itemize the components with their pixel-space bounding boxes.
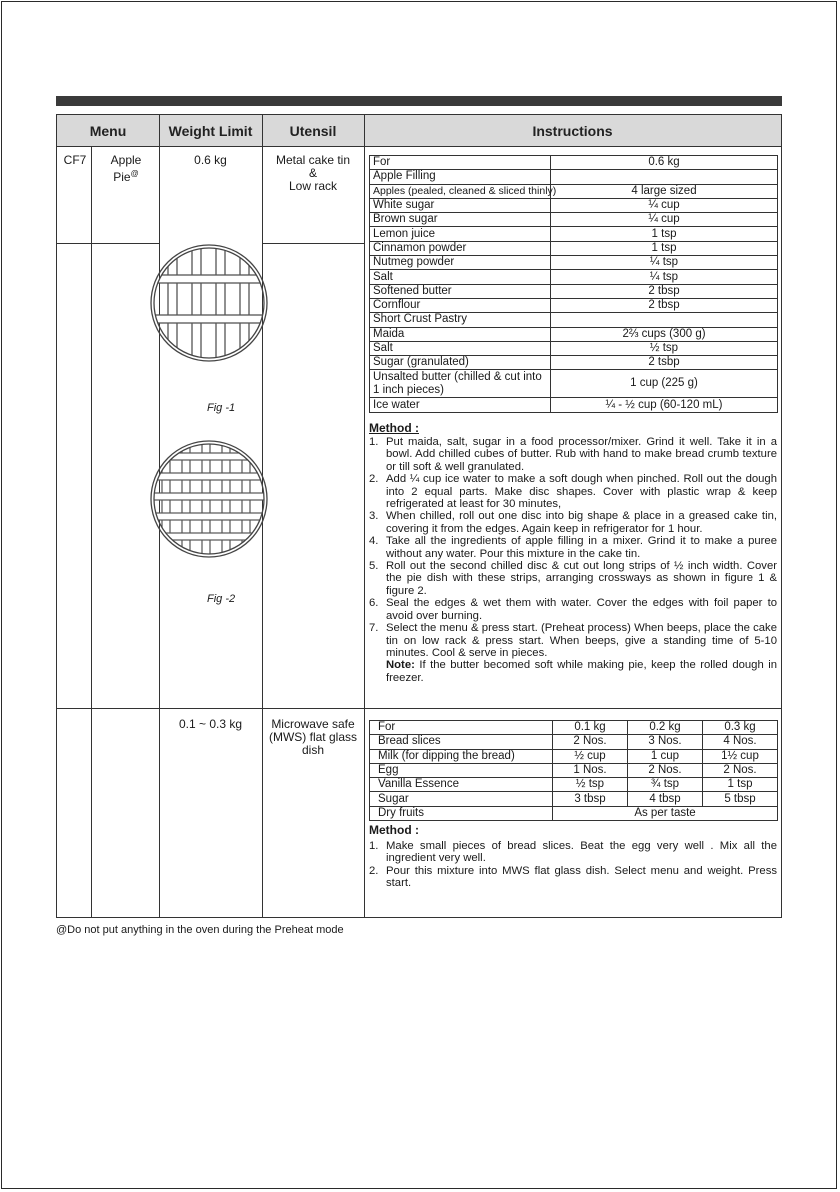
ingredient-amount: 1 cup (225 g) bbox=[551, 370, 778, 398]
ingredient-amount: 3 tbsp bbox=[553, 792, 628, 806]
method-step bbox=[369, 865, 777, 890]
step-text: Select the menu & press start. (Preheat process) When beeps, place the cake tin on low rack & press start. When beeps, give a standing time of 5-10 minutes. Cool & serve in pieces. bbox=[386, 622, 777, 659]
ingredient-row bbox=[370, 398, 778, 412]
header-instructions: Instructions bbox=[364, 115, 781, 147]
ingredient-amount: ¼ tsp bbox=[551, 270, 778, 284]
ingredient-amount: ¼ - ½ cup (60-120 mL) bbox=[551, 398, 778, 412]
ingredient-row bbox=[370, 256, 778, 270]
utensil: Microwave safe (MWS) flat glass dish bbox=[268, 717, 357, 757]
ingredient-amount: 0.3 kg bbox=[703, 721, 778, 735]
ingredient-amount: 2 Nos. bbox=[703, 763, 778, 777]
ingredient-amount: 4 tbsp bbox=[628, 792, 703, 806]
ingredient-amount: ½ tsp bbox=[553, 778, 628, 792]
row-divider bbox=[57, 243, 159, 244]
ingredient-row bbox=[370, 313, 778, 327]
ingredient-amount: 1 tsp bbox=[703, 778, 778, 792]
ingredient-amount bbox=[551, 313, 778, 327]
ingredient-name: Milk (for dipping the bread) bbox=[370, 749, 553, 763]
ingredient-name: Maida bbox=[370, 327, 551, 341]
step-text: Put maida, salt, sugar in a food processor/mixer. Grind it well. Take it in a bowl. Add chilled cubes of butter. Rub with hand to make bread crumb texture or till soft & well granulated. bbox=[386, 436, 777, 473]
ingredient-row bbox=[370, 792, 778, 806]
method-steps bbox=[369, 840, 777, 890]
step-number: 5. bbox=[369, 560, 379, 573]
ingredient-name: Apples (pealed, cleaned & sliced thinly) bbox=[370, 184, 551, 198]
ingredient-amount: 5 tbsp bbox=[703, 792, 778, 806]
step-text: Pour this mixture into MWS flat glass dish. Select menu and weight. Press start. bbox=[386, 864, 777, 890]
figure-1-caption: Fig -1 bbox=[207, 402, 236, 414]
step-text: When chilled, roll out one disc into big shape & place in a greased cake tin, covering it from the edges. Again keep in refrigerator for 1 hour. bbox=[386, 510, 777, 535]
ingredient-row bbox=[370, 806, 778, 820]
step-number: 1. bbox=[369, 840, 379, 852]
ingredient-amount: 3 Nos. bbox=[628, 735, 703, 749]
row-divider bbox=[57, 708, 781, 709]
col-divider bbox=[364, 115, 365, 917]
apple-pie-ingredients bbox=[369, 155, 778, 413]
ingredient-row bbox=[370, 298, 778, 312]
ingredient-amount: 1½ cup bbox=[703, 749, 778, 763]
lattice-figure-1 bbox=[149, 243, 269, 363]
method-step bbox=[369, 597, 777, 622]
method-step bbox=[369, 510, 777, 535]
ingredient-name: Sugar bbox=[370, 792, 553, 806]
ingredient-row bbox=[370, 749, 778, 763]
step-number: 2. bbox=[369, 864, 379, 877]
note-text: If the butter becomed soft while making pie, keep the rolled dough in freezer. bbox=[386, 659, 777, 684]
ingredient-row bbox=[370, 341, 778, 355]
ingredient-amount: 0.6 kg bbox=[551, 156, 778, 170]
step-number: 6. bbox=[369, 597, 379, 610]
ingredient-amount: ¼ cup bbox=[551, 198, 778, 212]
ingredient-amount: 2⅔ cups (300 g) bbox=[551, 327, 778, 341]
ingredient-row bbox=[370, 778, 778, 792]
step-number: 1. bbox=[369, 436, 379, 448]
pudding-ingredients bbox=[369, 720, 778, 821]
step-number: 7. bbox=[369, 622, 379, 635]
ingredient-name: Vanilla Essence bbox=[370, 778, 553, 792]
ingredient-amount: 1 Nos. bbox=[553, 763, 628, 777]
header-menu: Menu bbox=[57, 115, 159, 147]
method-note bbox=[369, 659, 777, 684]
ingredient-amount: 1 tsp bbox=[551, 227, 778, 241]
ingredient-row bbox=[370, 356, 778, 370]
method-step bbox=[369, 436, 777, 473]
ingredient-row bbox=[370, 370, 778, 398]
ingredient-row bbox=[370, 227, 778, 241]
method-step bbox=[369, 840, 777, 865]
method-step bbox=[369, 535, 777, 560]
figure-2-caption: Fig -2 bbox=[207, 593, 236, 605]
method-step bbox=[369, 473, 777, 510]
ingredient-amount: 2 Nos. bbox=[553, 735, 628, 749]
ingredient-amount: 2 tbsp bbox=[551, 298, 778, 312]
ingredient-row bbox=[370, 327, 778, 341]
method-title: Method : bbox=[369, 421, 419, 435]
weight-limit: 0.6 kg bbox=[194, 153, 227, 167]
ingredient-name: White sugar bbox=[370, 198, 551, 212]
ingredient-name: Short Crust Pastry bbox=[370, 313, 551, 327]
ingredient-amount: ¼ cup bbox=[551, 213, 778, 227]
ingredient-name: Bread slices bbox=[370, 735, 553, 749]
ingredient-amount bbox=[551, 170, 778, 184]
ingredient-name: Sugar (granulated) bbox=[370, 356, 551, 370]
step-number: 3. bbox=[369, 510, 379, 523]
ingredient-amount: As per taste bbox=[553, 806, 778, 820]
ingredient-amount: 2 tsbp bbox=[551, 356, 778, 370]
ingredient-amount: ¼ tsp bbox=[551, 256, 778, 270]
ingredient-amount: ¾ tsp bbox=[628, 778, 703, 792]
ingredient-name: For bbox=[370, 721, 553, 735]
ingredient-name: Cinnamon powder bbox=[370, 241, 551, 255]
recipe-table bbox=[56, 114, 782, 918]
ingredient-name: Dry fruits bbox=[370, 806, 553, 820]
ingredient-row bbox=[370, 198, 778, 212]
header-utensil: Utensil bbox=[262, 115, 364, 147]
col-divider bbox=[91, 147, 92, 917]
step-text: Seal the edges & wet them with water. Cover the edges with foil paper to avoid over burning. bbox=[386, 597, 777, 622]
ingredient-row bbox=[370, 284, 778, 298]
step-text: Make small pieces of bread slices. Beat the egg very well . Mix all the ingredient very well. bbox=[386, 840, 777, 865]
ingredient-amount: ½ tsp bbox=[551, 341, 778, 355]
ingredient-row bbox=[370, 156, 778, 170]
ingredient-name: For bbox=[370, 156, 551, 170]
step-number: 4. bbox=[369, 535, 379, 548]
ingredient-row bbox=[370, 213, 778, 227]
ingredient-row bbox=[370, 763, 778, 777]
ingredient-name: Salt bbox=[370, 341, 551, 355]
ingredient-amount: 2 tbsp bbox=[551, 284, 778, 298]
ingredient-amount: 0.2 kg bbox=[628, 721, 703, 735]
ingredient-name: Nutmeg powder bbox=[370, 256, 551, 270]
utensil: Metal cake tin & Low rack bbox=[275, 153, 351, 193]
method-title: Method : bbox=[369, 823, 419, 837]
ingredient-amount: 4 Nos. bbox=[703, 735, 778, 749]
ingredient-amount: 2 Nos. bbox=[628, 763, 703, 777]
note-label: Note: bbox=[386, 659, 415, 672]
menu-name: Apple Pie@ bbox=[110, 153, 142, 184]
step-text: Roll out the second chilled disc & cut out long strips of ½ inch width. Cover the pie dish with these strips, arranging crossways as shown in figure 1 & figure 2. bbox=[386, 560, 777, 597]
ingredient-amount: 4 large sized bbox=[551, 184, 778, 198]
ingredient-row bbox=[370, 184, 778, 198]
ingredient-amount: ½ cup bbox=[553, 749, 628, 763]
ingredient-row bbox=[370, 735, 778, 749]
ingredient-row bbox=[370, 270, 778, 284]
method-step bbox=[369, 622, 777, 659]
ingredient-amount: 1 tsp bbox=[551, 241, 778, 255]
menu-code: CF7 bbox=[63, 153, 87, 167]
ingredient-name: Egg bbox=[370, 763, 553, 777]
footnote: @Do not put anything in the oven during the Preheat mode bbox=[56, 924, 344, 936]
header-weight-limit: Weight Limit bbox=[159, 115, 262, 147]
ingredient-name: Unsalted butter (chilled & cut into 1 inch pieces) bbox=[370, 370, 551, 398]
lattice-figure-2 bbox=[149, 439, 269, 559]
row-divider bbox=[262, 243, 364, 244]
weight-limit: 0.1 ~ 0.3 kg bbox=[178, 717, 243, 731]
ingredient-name: Softened butter bbox=[370, 284, 551, 298]
ingredient-row bbox=[370, 721, 778, 735]
header-bar bbox=[56, 96, 782, 106]
step-text: Take all the ingredients of apple filling in a mixer. Grind it to make a puree without any water. Pour this mixture in the cake tin. bbox=[386, 535, 777, 560]
ingredient-row bbox=[370, 241, 778, 255]
ingredient-amount: 0.1 kg bbox=[553, 721, 628, 735]
ingredient-amount: 1 cup bbox=[628, 749, 703, 763]
step-number: 2. bbox=[369, 473, 379, 486]
ingredient-name: Apple Filling bbox=[370, 170, 551, 184]
ingredient-name: Lemon juice bbox=[370, 227, 551, 241]
ingredient-name: Salt bbox=[370, 270, 551, 284]
step-text: Add ¼ cup ice water to make a soft dough when pinched. Roll out the dough into 2 equal parts. Make disc shapes. Cover with plastic wrap & keep refrigerated at least for 30 minutes, bbox=[386, 473, 777, 511]
method-steps bbox=[369, 436, 777, 684]
ingredient-name: Cornflour bbox=[370, 298, 551, 312]
ingredient-name: Brown sugar bbox=[370, 213, 551, 227]
ingredient-name: Ice water bbox=[370, 398, 551, 412]
method-step bbox=[369, 560, 777, 597]
ingredient-row bbox=[370, 170, 778, 184]
